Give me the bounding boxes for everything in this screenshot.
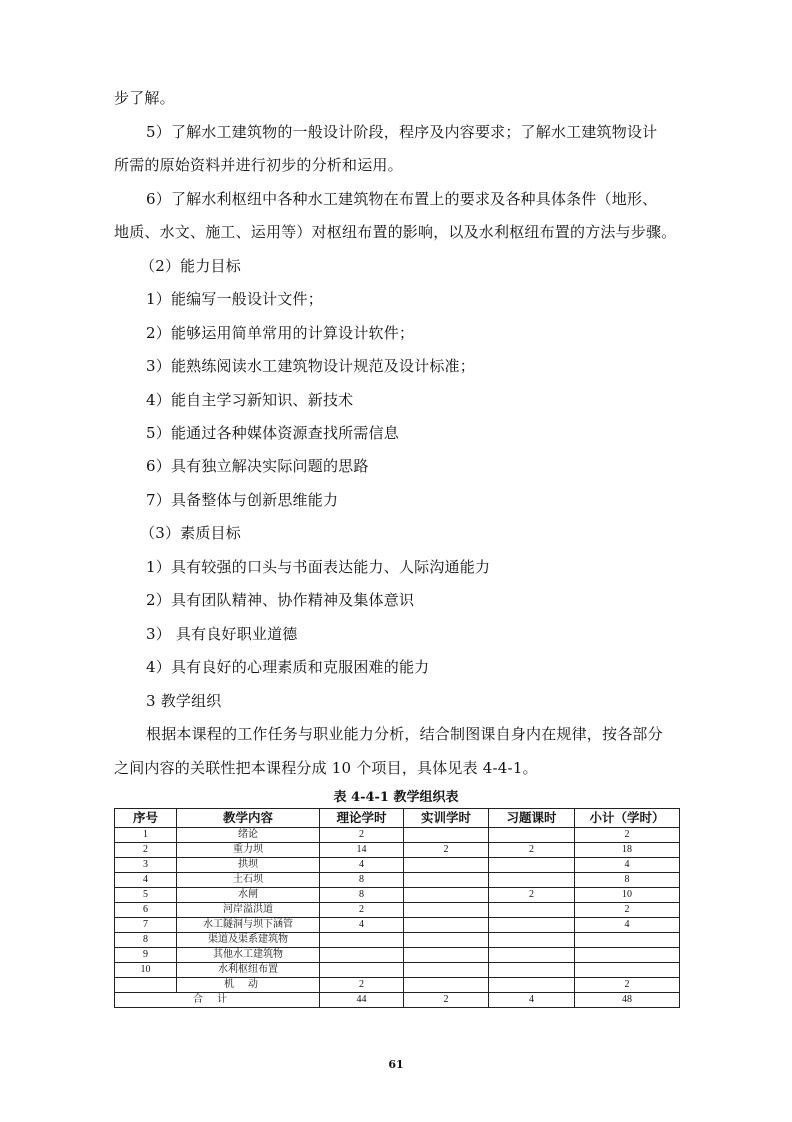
text-line: 之间内容的关联性把本课程分成 10 个项目，具体见表 4-4-1。 bbox=[114, 759, 538, 777]
header-cell: 习题课时 bbox=[489, 809, 575, 828]
table-cell: 2 bbox=[320, 828, 404, 843]
table-row bbox=[115, 828, 680, 843]
table-cell: 18 bbox=[575, 843, 680, 858]
table-cell: 2 bbox=[115, 843, 177, 858]
table-row bbox=[115, 873, 680, 888]
table-cell bbox=[404, 933, 489, 948]
teaching-organization-table bbox=[114, 808, 680, 1008]
table-cell: 拱坝 bbox=[177, 858, 320, 873]
table-cell: 10 bbox=[115, 963, 177, 978]
text-line: 5）能通过各种媒体资源查找所需信息 bbox=[146, 424, 399, 442]
table-cell bbox=[489, 828, 575, 843]
header-cell: 教学内容 bbox=[177, 809, 320, 828]
text-line: 步了解。 bbox=[114, 89, 175, 107]
header-cell: 理论学时 bbox=[320, 809, 404, 828]
table-cell: 重力坝 bbox=[177, 843, 320, 858]
table-cell: 河岸溢洪道 bbox=[177, 903, 320, 918]
text-line: 3） 具有良好职业道德 bbox=[146, 625, 298, 643]
table-cell: 水利枢纽布置 bbox=[177, 963, 320, 978]
total-label: 合计 bbox=[115, 993, 320, 1008]
text-line: 1）能编写一般设计文件； bbox=[146, 290, 323, 308]
table-row bbox=[115, 933, 680, 948]
table-cell bbox=[575, 933, 680, 948]
table-cell bbox=[489, 978, 575, 993]
header-cell: 序号 bbox=[115, 809, 177, 828]
header-cell: 实训学时 bbox=[404, 809, 489, 828]
table-cell bbox=[404, 873, 489, 888]
table-cell: 水闸 bbox=[177, 888, 320, 903]
table-cell: 10 bbox=[575, 888, 680, 903]
table-cell bbox=[404, 963, 489, 978]
total-subtotal: 48 bbox=[575, 993, 680, 1008]
table-cell: 水工隧洞与坝下涵管 bbox=[177, 918, 320, 933]
table-cell: 2 bbox=[489, 888, 575, 903]
table-cell bbox=[404, 918, 489, 933]
table-cell: 8 bbox=[575, 873, 680, 888]
text-line: 3 教学组织 bbox=[146, 692, 222, 710]
table-cell: 6 bbox=[115, 903, 177, 918]
page-number: 61 bbox=[388, 1058, 404, 1071]
text-line: 3）能熟练阅读水工建筑物设计规范及设计标准； bbox=[146, 357, 475, 375]
table-body bbox=[115, 828, 680, 993]
table-cell: 绪论 bbox=[177, 828, 320, 843]
table-cell: 8 bbox=[320, 888, 404, 903]
table-cell: 7 bbox=[115, 918, 177, 933]
table-cell: 9 bbox=[115, 948, 177, 963]
table-cell bbox=[115, 978, 177, 993]
table-cell: 3 bbox=[115, 858, 177, 873]
table-cell bbox=[575, 963, 680, 978]
table-cell bbox=[404, 978, 489, 993]
table-cell bbox=[320, 933, 404, 948]
text-line: 2）具有团队精神、协作精神及集体意识 bbox=[146, 591, 415, 609]
table-total-row bbox=[115, 993, 680, 1008]
table-cell: 2 bbox=[489, 843, 575, 858]
text-line: （3）素质目标 bbox=[140, 524, 241, 542]
table-cell: 8 bbox=[115, 933, 177, 948]
table-cell bbox=[489, 873, 575, 888]
table-cell bbox=[404, 903, 489, 918]
text-line: 所需的原始资料并进行初步的分析和运用。 bbox=[114, 156, 403, 174]
table-cell bbox=[320, 948, 404, 963]
table-cell bbox=[404, 948, 489, 963]
table-row bbox=[115, 948, 680, 963]
total-theory: 44 bbox=[320, 993, 404, 1008]
table-cell bbox=[404, 888, 489, 903]
table-cell: 渠道及渠系建筑物 bbox=[177, 933, 320, 948]
table-row bbox=[115, 918, 680, 933]
table-cell bbox=[404, 858, 489, 873]
total-practice: 2 bbox=[404, 993, 489, 1008]
table-cell bbox=[404, 828, 489, 843]
table-cell: 2 bbox=[320, 903, 404, 918]
table-header-row bbox=[115, 809, 680, 828]
table-row bbox=[115, 888, 680, 903]
table-cell: 土石坝 bbox=[177, 873, 320, 888]
text-line: 7）具备整体与创新思维能力 bbox=[146, 491, 339, 509]
table-cell bbox=[489, 963, 575, 978]
text-line: 4）能自主学习新知识、新技术 bbox=[146, 391, 354, 409]
table-cell bbox=[575, 948, 680, 963]
table-cell: 8 bbox=[320, 873, 404, 888]
table-cell: 4 bbox=[320, 918, 404, 933]
table-cell: 其他水工建筑物 bbox=[177, 948, 320, 963]
table-cell: 14 bbox=[320, 843, 404, 858]
text-line: 2）能够运用简单常用的计算设计软件； bbox=[146, 324, 415, 342]
table-row bbox=[115, 978, 680, 993]
text-line: 4）具有良好的心理素质和克服困难的能力 bbox=[146, 658, 430, 676]
table-cell bbox=[489, 918, 575, 933]
text-line: 1）具有较强的口头与书面表达能力、人际沟通能力 bbox=[146, 558, 491, 576]
table-cell: 2 bbox=[575, 903, 680, 918]
table-cell: 2 bbox=[575, 978, 680, 993]
table-cell: 机动 bbox=[177, 978, 320, 993]
text-line: 6）具有独立解决实际问题的思路 bbox=[146, 457, 369, 475]
table-cell: 2 bbox=[404, 843, 489, 858]
text-line: 6）了解水利枢纽中各种水工建筑物在布置上的要求及各种具体条件（地形、 bbox=[146, 190, 658, 208]
text-line: 地质、水文、施工、运用等）对枢纽布置的影响，以及水利枢纽布置的方法与步骤。 bbox=[114, 223, 677, 241]
table-cell bbox=[320, 963, 404, 978]
table-cell: 4 bbox=[320, 858, 404, 873]
table-row bbox=[115, 858, 680, 873]
table-cell: 5 bbox=[115, 888, 177, 903]
table-row bbox=[115, 963, 680, 978]
table-row bbox=[115, 843, 680, 858]
text-line: 根据本课程的工作任务与职业能力分析，结合制图课自身内在规律，按各部分 bbox=[146, 725, 663, 743]
table-cell: 4 bbox=[575, 918, 680, 933]
table-cell: 4 bbox=[575, 858, 680, 873]
table-title: 表 4-4-1 教学组织表 bbox=[333, 790, 459, 805]
table-cell bbox=[489, 903, 575, 918]
table-row bbox=[115, 903, 680, 918]
table-cell: 2 bbox=[320, 978, 404, 993]
table-cell bbox=[489, 933, 575, 948]
text-line: 5）了解水工建筑物的一般设计阶段，程序及内容要求；了解水工建筑物设计 bbox=[146, 123, 658, 141]
table-cell: 4 bbox=[115, 873, 177, 888]
table-cell: 1 bbox=[115, 828, 177, 843]
table-cell bbox=[489, 948, 575, 963]
text-line: （2）能力目标 bbox=[140, 257, 241, 275]
total-exercise: 4 bbox=[489, 993, 575, 1008]
table-cell bbox=[489, 858, 575, 873]
table-cell: 2 bbox=[575, 828, 680, 843]
header-cell: 小计（学时） bbox=[575, 809, 680, 828]
